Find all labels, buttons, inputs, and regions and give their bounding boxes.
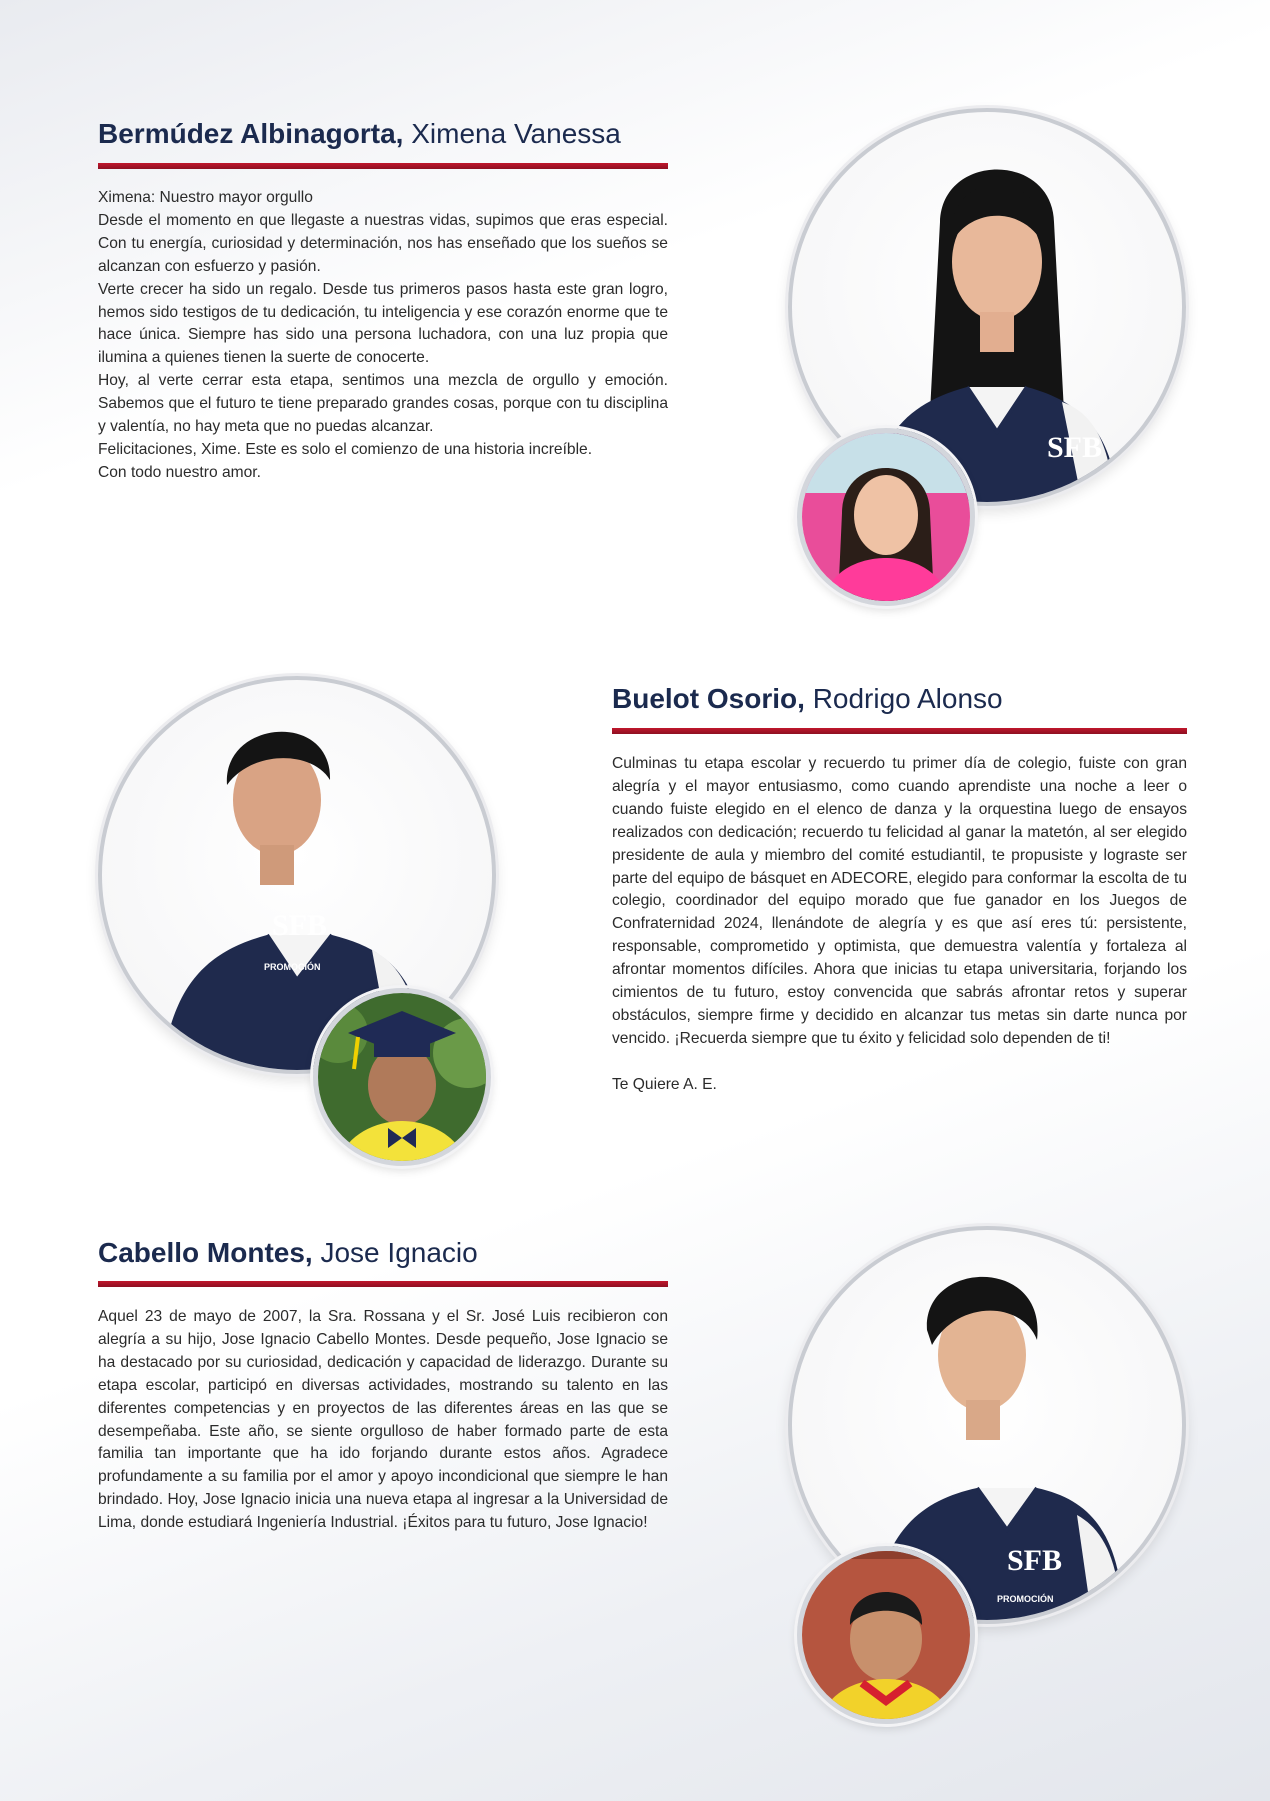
paragraph: Desde el momento en que llegaste a nuestras vidas, supimos que eras especial. Con tu energía, curiosidad y determinación, nos has enseñado que los sueños se alcanzan con esfuerzo y pasión. [98, 211, 668, 275]
childhood-photo-boy-icon [802, 1551, 970, 1719]
student-given-name: Ximena Vanessa [411, 118, 621, 149]
jacket-sublabel: PROMOCIÓN [264, 962, 321, 972]
student-given-name: Jose Ignacio [320, 1237, 478, 1268]
student-surname: Buelot Osorio, [612, 683, 805, 714]
red-divider [98, 1281, 668, 1287]
paragraph: Ximena: Nuestro mayor orgullo [98, 189, 313, 206]
paragraph: Aquel 23 de mayo de 2007, la Sra. Rossana y el Sr. José Luis recibieron con alegría a su hijo, Jose Ignacio Cabello Montes. Desde pequeño, Jose Ignacio se ha destacado por su curiosidad, dedicación y capacidad de liderazgo. Durante su etapa escolar, participó en diversas actividades, mostrando su talento en las diferentes competencias y en proyectos de las diferentes áreas en las que se desempeñaba. Este año, se siente orgulloso de haber formado parte de esta familia tan importante que ha ido forjando durante estos años. Agradece profundamente a su familia por el amor y apoyo incondicional que siempre le han brindado. Hoy, Jose Ignacio inicia una nueva etapa al ingresar a la Universidad de Lima, donde estudiará Ingeniería Industrial. ¡Éxitos para tu futuro, Jose Ignacio! [98, 1308, 668, 1532]
paragraph: Felicitaciones, Xime. Este es solo el comienzo de una historia increíble. [98, 440, 593, 458]
childhood-photo-1 [797, 428, 975, 606]
childhood-photo-2 [313, 988, 491, 1166]
childhood-photo-3 [797, 1546, 975, 1724]
childhood-photo-girl-icon [802, 433, 970, 601]
student-name-2 [612, 682, 1003, 716]
paragraph: Con todo nuestro amor. [98, 463, 261, 481]
jacket-sublabel: PROMOCIÓN [997, 1594, 1054, 1604]
paragraph: Te Quiere A. E. [612, 1075, 717, 1093]
jacket-logo: SFB [1047, 431, 1103, 464]
student-surname: Bermúdez Albinagorta, [98, 118, 404, 149]
dedication-text-1 [98, 187, 668, 485]
paragraph: Hoy, al verte cerrar esta etapa, sentimos una mezcla de orgullo y emoción. Sabemos que el futuro te tiene preparado grandes cosas, porque con tu disciplina y valentía, no hay meta que no puedas alcanzar. [98, 372, 668, 436]
paragraph: Culminas tu etapa escolar y recuerdo tu primer día de colegio, fuiste con gran alegría y el mayor entusiasmo, como cuando aprendiste una noche a leer o cuando fuiste elegido en el elenco de danza y la orquestina luego de ensayos realizados con dedicación; recuerdo tu felicidad al ganar la matetón, al ser elegido presidente de aula y miembro del comité estudiantil, te propusiste y lograste ser parte del equipo de básquet en ADECORE, elegido para conformar la escolta de tu colegio, coordinador del equipo morado que fue ganador en los Juegos de Confraternidad 2024, llenándote de alegría y es que así eres tú: persistente, responsable, comprometido y optimista, que demuestra valentía y fortaleza al afrontar momentos difíciles. Ahora que inicias tu etapa universitaria, forjando los cimientos de tu futuro, estoy convencida que sabrás afrontar retos y superar obstáculos, siempre firme y decidido en alcanzar tus metas sin darte nunca por vencido. ¡Recuerda siempre que tu éxito y felicidad solo dependen de ti! [612, 755, 1187, 1047]
jacket-logo: SFB [1007, 1544, 1063, 1577]
red-divider [612, 728, 1187, 734]
dedication-text-2 [612, 753, 1187, 1097]
red-divider [98, 163, 668, 169]
student-given-name: Rodrigo Alonso [812, 683, 1003, 714]
student-name-3 [98, 1236, 478, 1270]
paragraph: Verte crecer ha sido un regalo. Desde tus primeros pasos hasta este gran logro, hemos sido testigos de tu dedicación, tu inteligencia y ese corazón enorme que te hace única. Siempre has sido una persona luchadora, con una luz propia que ilumina a quienes tienen la suerte de conocerte. [98, 280, 668, 367]
jacket-logo: SFB [272, 909, 328, 942]
dedication-text-3 [98, 1306, 668, 1535]
student-name-1 [98, 117, 621, 151]
student-surname: Cabello Montes, [98, 1237, 313, 1268]
paragraph-spacer [612, 1051, 1187, 1074]
childhood-photo-boy-graduation-cap-icon [318, 993, 486, 1161]
